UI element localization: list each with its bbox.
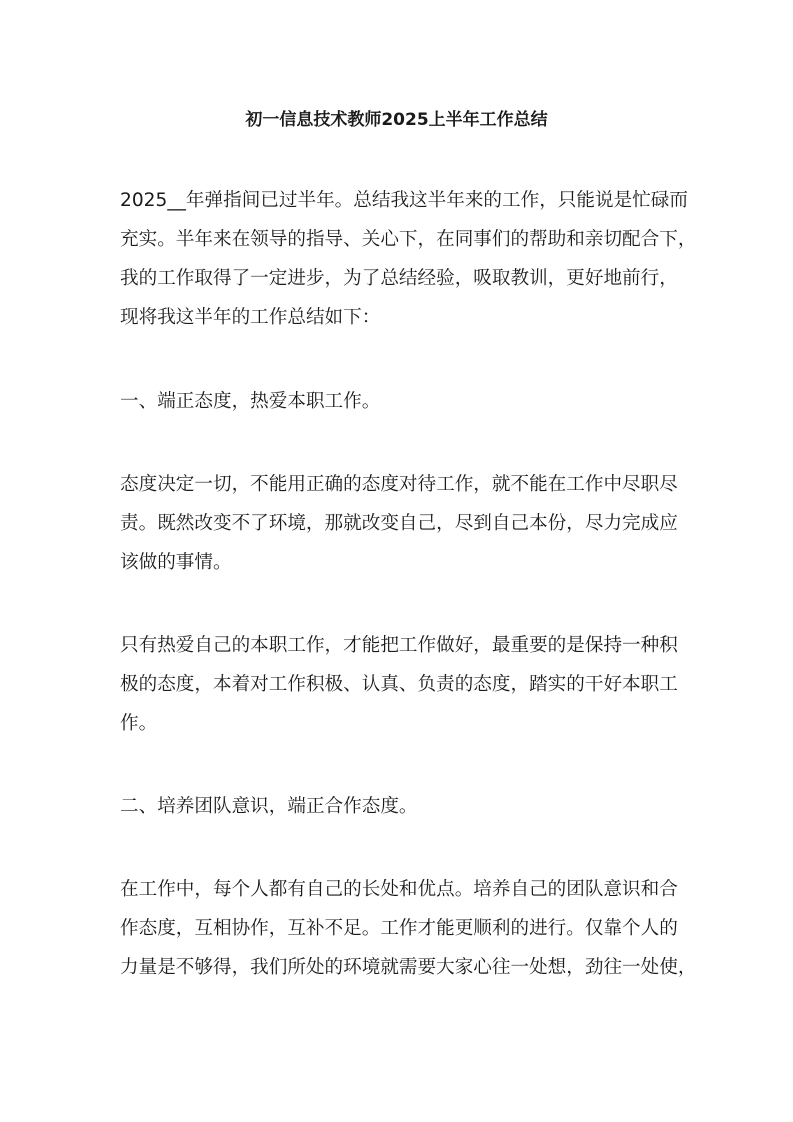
text-line: 在工作中，每个人都有自己的长处和优点。培养自己的团队意识和合 [120,879,678,900]
text-line: 作。 [120,713,158,734]
section-heading-1 [120,382,673,421]
text-line: 只有热爱自己的本职工作，才能把工作做好，最重要的是保持一种积 [120,635,678,656]
section-heading-2 [120,787,673,826]
text-line: 作态度，互相协作，互补不足。工作才能更顺利的进行。仅靠个人的 [120,918,678,939]
paragraph-intro [120,181,697,337]
text-line: 现将我这半年的工作总结如下： [120,307,381,328]
heading-line: 二、培养团队意识，端正合作态度。 [120,796,418,817]
text-line: 该做的事情。 [120,552,232,573]
text-line: 责。既然改变不了环境，那就改变自己，尽到自己本份，尽力完成应 [120,513,678,534]
heading-line: 一、端正态度，热爱本职工作。 [120,391,381,412]
paragraph-teamwork [120,870,697,987]
text-line: 极的态度，本着对工作积极、认真、负责的态度，踏实的干好本职工 [120,674,678,695]
text-line: 充实。半年来在领导的指导、关心下，在同事们的帮助和亲切配合下， [120,229,697,250]
text-line: 力量是不够得，我们所处的环境就需要大家心往一处想，劲往一处使， [120,957,697,978]
paragraph-attitude [120,465,678,582]
paragraph-love-work [120,626,678,743]
text-line: 我的工作取得了一定进步，为了总结经验，吸取教训，更好地前行， [120,268,678,289]
text-line: 态度决定一切，不能用正确的态度对待工作，就不能在工作中尽职尽 [120,474,678,495]
text-line: 2025__年弹指间已过半年。总结我这半年来的工作，只能说是忙碌而 [120,190,688,211]
document-title: 初一信息技术教师2025上半年工作总结 [245,110,548,130]
